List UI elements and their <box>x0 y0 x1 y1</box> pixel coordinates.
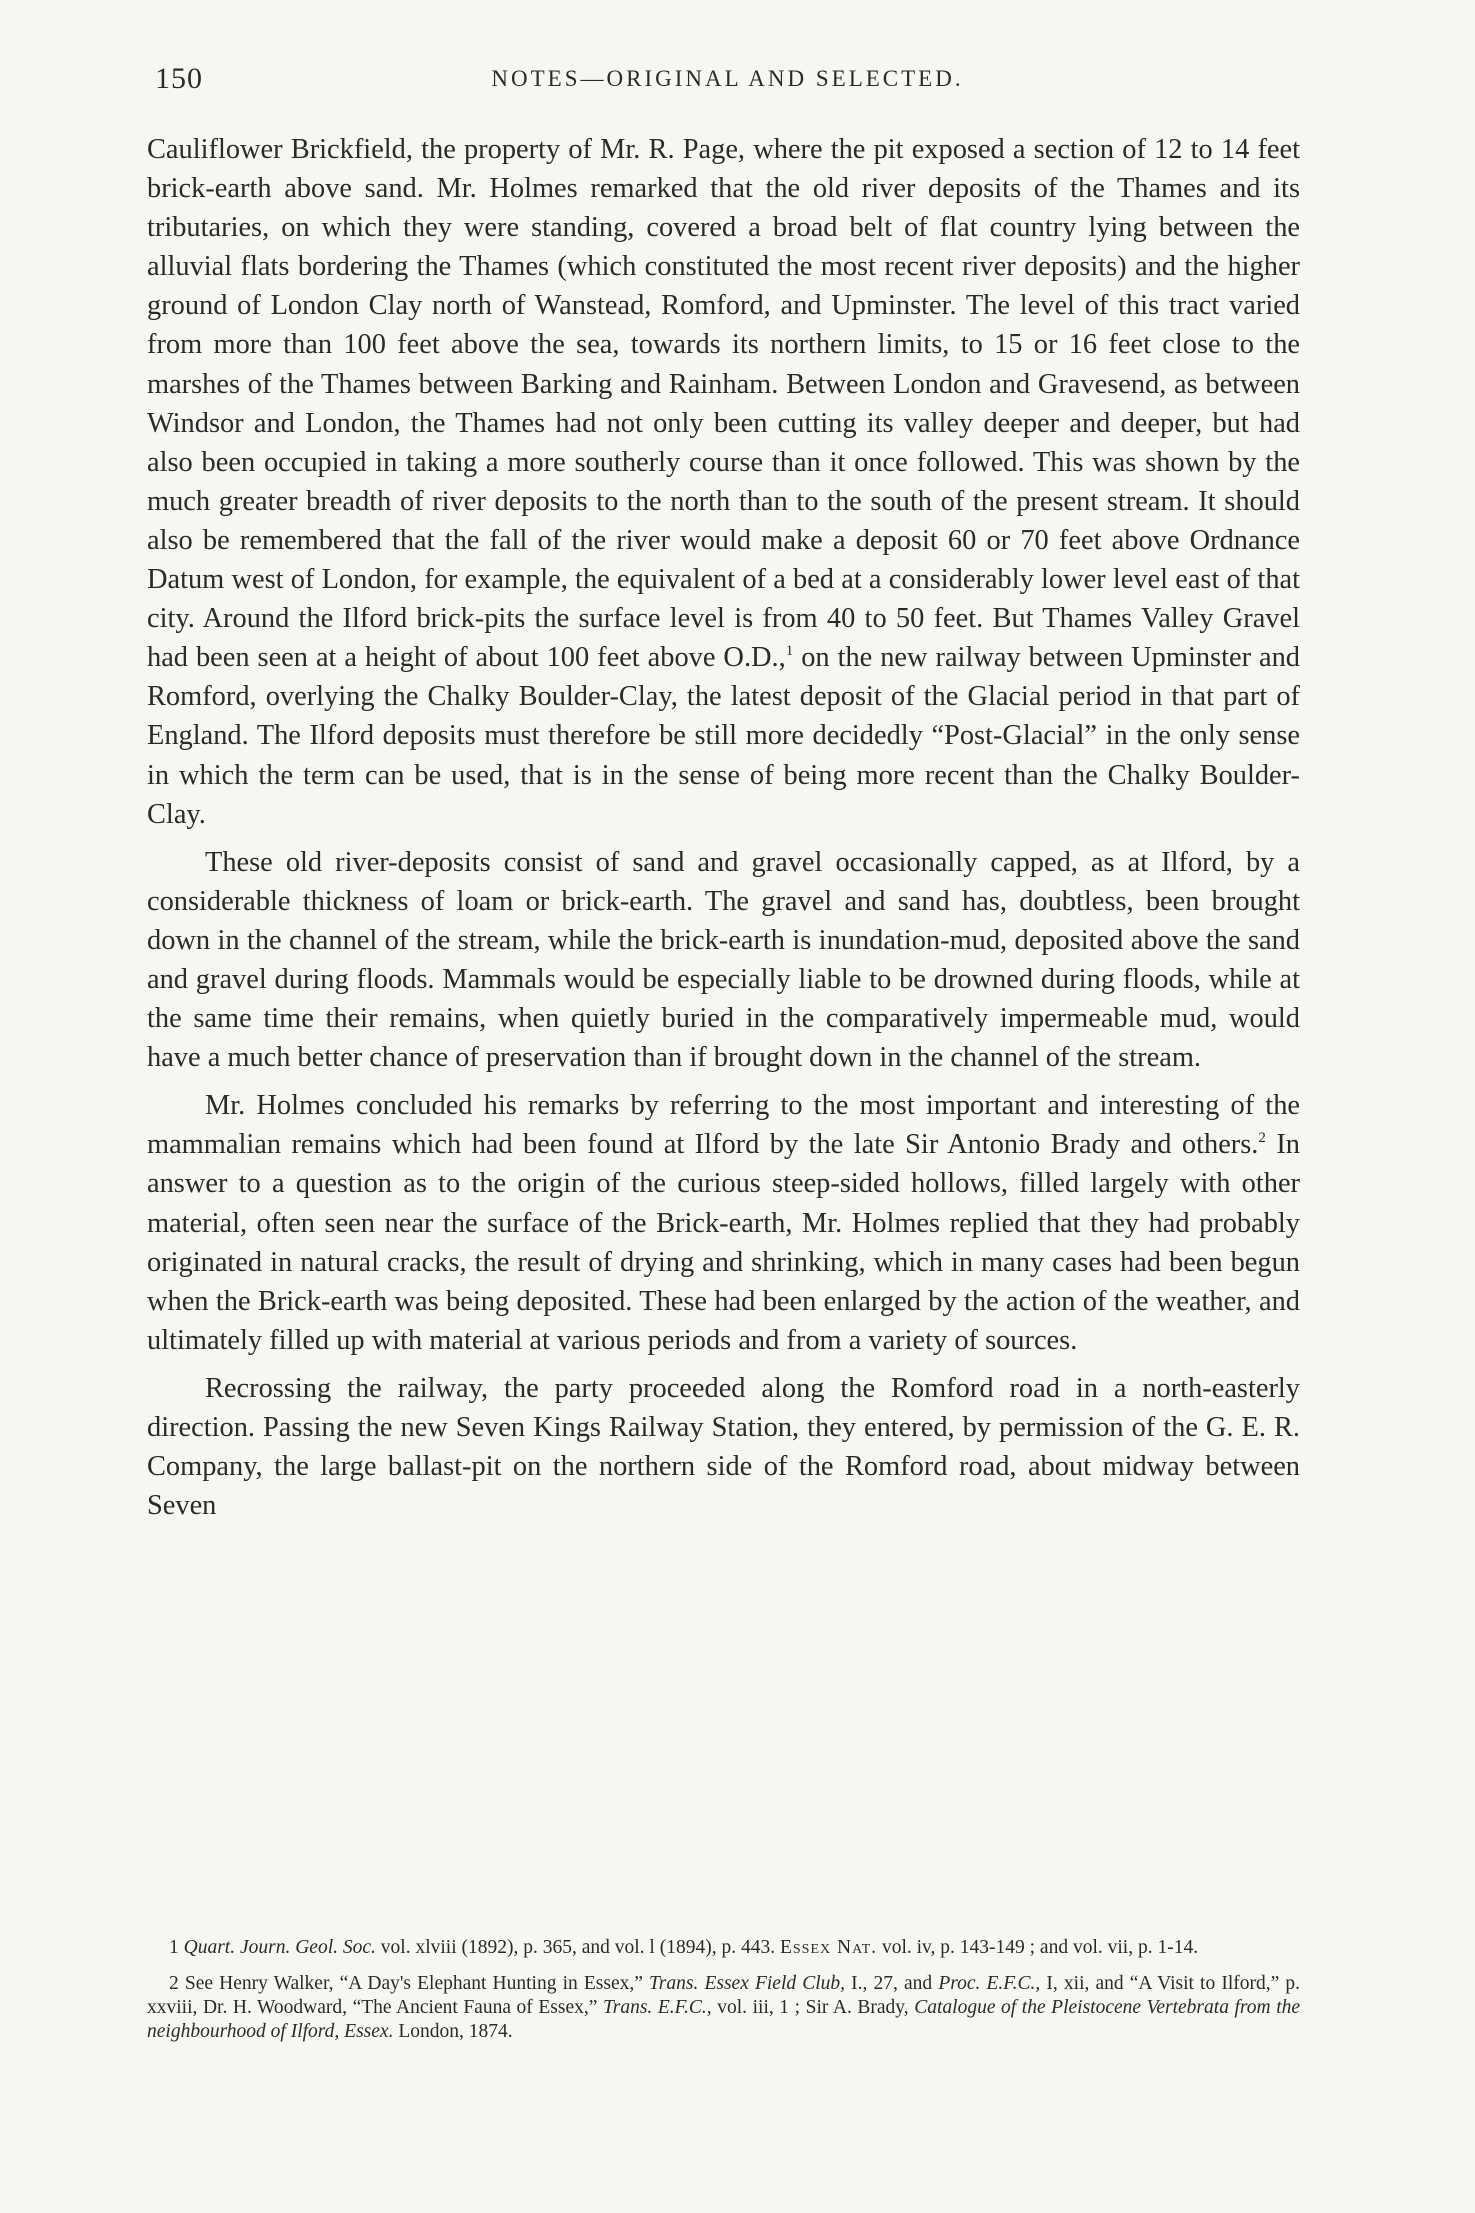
paragraph-3-part-b: In answer to a question as to the origin of the curious steep-sided hollows, filled largely with other material, often seen near the surface of the Brick-earth, Mr. Holmes replied that they had probably originated in natural cracks, the result of drying and shrinking, which in many cases had been begun when the Brick-earth was being deposited. These had been enlarged by the action of the weather, and ultimately filled up with material at various periods and from a variety of sources. <box>147 1129 1300 1356</box>
footnote-2-italic-4: Catalogue of the Pleistocene Vertebrata from the neighbourhood of Ilford, Essex. <box>147 1997 1301 2042</box>
footnotes <box>147 1936 1300 2056</box>
footnote-2-text-3: I, xii, and “A Visit to Ilford,” p. xxviii, Dr. H. Woodward, “The Ancient Fauna of Essex,” <box>147 1973 1301 2018</box>
paragraph-4: Recrossing the railway, the party proceeded along the Romford road in a north-easterly direction. Passing the new Seven Kings Railway Station, they entered, by permission of the G. E. R. Company, the large ballast-pit on the northern side of the Romford road, about midway between Seven <box>147 1372 1300 1522</box>
footnote-1 <box>147 1936 1300 1960</box>
running-head <box>155 62 1300 102</box>
footnote-2-text-2: I., 27, and <box>845 1973 939 1994</box>
footnote-2-italic-2: Proc. E.F.C., <box>938 1973 1041 1994</box>
footnote-2-italic-1: Trans. Essex Field Club, <box>649 1973 846 1994</box>
body-text <box>147 130 1300 1534</box>
footnote-2-number: 2 <box>169 1973 179 1994</box>
running-title: NOTES—ORIGINAL AND SELECTED. <box>491 66 964 91</box>
paragraph-1 <box>147 130 1300 834</box>
footnote-2-text-1: See Henry Walker, “A Day's Elephant Hunting in Essex,” <box>178 1973 650 1994</box>
footnote-ref-1: 1 <box>785 643 794 660</box>
footnote-ref-2: 2 <box>1258 1130 1266 1147</box>
footnote-1-tail: vol. iv, p. 143-149 ; and vol. vii, p. 1-14. <box>877 1937 1199 1958</box>
footnote-1-number: 1 <box>169 1937 179 1958</box>
footnote-1-essex-nat: Essex Nat. <box>779 1937 878 1958</box>
paragraph-1-part-a: Cauliflower Brickfield, the property of Mr. R. Page, where the pit exposed a section of 12 to 14 feet brick-earth above sand. Mr. Holmes remarked that the old river deposits of the Thames and its tributaries, on which they were standing, covered a broad belt of flat country lying between the alluvial flats bordering the Thames (which constituted the most recent river deposits) and the higher ground of London Clay north of Wanstead, Romford, and Upminster. The level of this tract varied from more than 100 feet above the sea, towards its northern limits, to 15 or 16 feet close to the marshes of the Thames between Barking and Rainham. Between London and Gravesend, as between Windsor and London, the Thames had not only been cutting its valley deeper and deeper, but had also been occupied in taking a more southerly course than it once followed. This was shown by the much greater breadth of river deposits to the north than to the south of the present stream. It should also be remembered that the fall of the river would make a deposit 60 or 70 feet above Ordnance Datum west of London, for example, the equivalent of a bed at a considerably lower level east of that city. Around the Ilford brick-pits the surface level is from 40 to 50 feet. But Thames Valley Gravel had been seen at a height of about 100 feet above O.D., <box>147 134 1300 674</box>
footnote-2 <box>147 1972 1300 2044</box>
footnote-2-text-4: vol. iii, 1 ; Sir A. Brady, <box>711 1997 915 2018</box>
paragraph-3-part-a: Mr. Holmes concluded his remarks by referring to the most important and interesting of the mammalian remains which had been found at Ilford by the late Sir Antonio Brady and others. <box>147 1090 1300 1161</box>
paragraph-2: These old river-deposits consist of sand and gravel occasionally capped, as at Ilford, by a considerable thickness of loam or brick-earth. The gravel and sand has, doubtless, been brought down in the channel of the stream, while the brick-earth is inundation-mud, deposited above the sand and gravel during floods. Mammals would be especially liable to be drowned during floods, while at the same time their remains, when quietly buried in the comparatively impermeable mud, would have a much better chance of preservation than if brought down in the channel of the stream. <box>147 846 1300 1074</box>
footnote-2-text-5: London, 1874. <box>393 2021 513 2042</box>
paragraph-3 <box>147 1086 1300 1360</box>
footnote-1-details: vol. xlviii (1892), p. 365, and vol. l (1894), p. 443. <box>375 1937 780 1958</box>
footnote-2-italic-3: Trans. E.F.C., <box>602 1997 712 2018</box>
footnote-1-journal: Quart. Journ. Geol. Soc. <box>183 1937 376 1958</box>
page-number: 150 <box>155 62 203 95</box>
paragraph-1-part-b: on the new railway between Upminster and Romford, overlying the Chalky Boulder-Clay, the latest deposit of the Glacial period in that part of England. The Ilford deposits must therefore be still more decidedly “Post-Glacial” in the only sense in which the term can be used, that is in the sense of being more recent than the Chalky Boulder-Clay. <box>147 642 1300 830</box>
